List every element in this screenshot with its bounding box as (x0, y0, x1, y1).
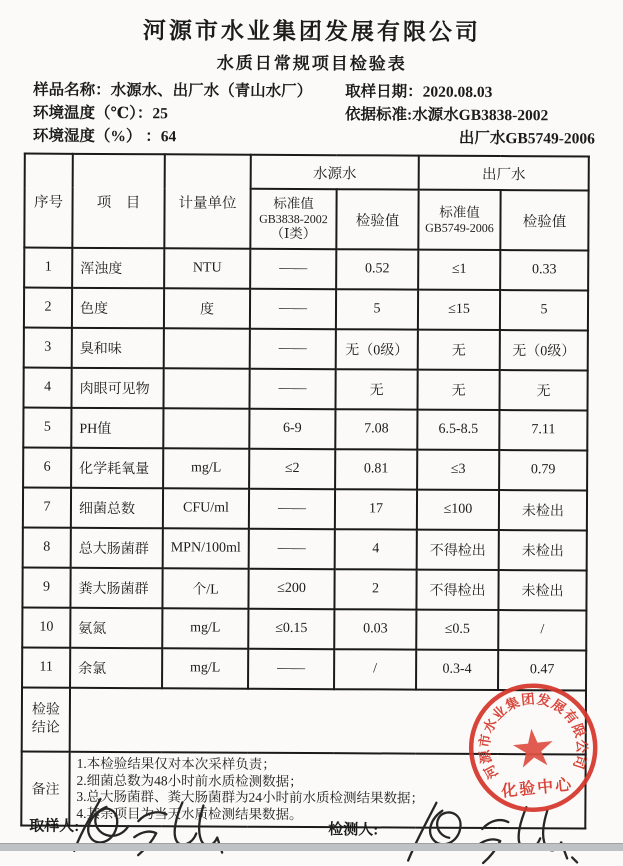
sampling-date-label: 取样日期： (345, 83, 423, 101)
meta-row-1 (33, 79, 595, 105)
cell-outlet-value: 0.33 (500, 250, 588, 290)
tester-label: 检测人: (328, 822, 379, 839)
cell-unit: 个/L (162, 568, 248, 608)
cell-source-value: 0.81 (335, 449, 417, 489)
cell-item: 氨氮 (70, 608, 162, 648)
sample-name (33, 79, 345, 104)
sampler-label: 取样人: (29, 818, 80, 835)
cell-source-value: 2 (334, 569, 416, 609)
cell-outlet-standard: 无 (418, 330, 500, 370)
cell-no: 3 (24, 328, 72, 368)
cell-source-value: 7.08 (335, 409, 417, 449)
col-group-source-water: 水源水 (251, 155, 419, 190)
cell-source-value: 无（0级） (336, 329, 418, 369)
cell-item: 色度 (72, 288, 164, 328)
cell-source-standard: —— (249, 529, 335, 569)
cell-source-value: 4 (335, 529, 417, 569)
cell-source-standard: ≤2 (249, 449, 335, 489)
cell-outlet-standard: ≤15 (418, 290, 500, 330)
cell-unit: 度 (164, 288, 250, 328)
standard-source (345, 103, 548, 127)
form-title: 水质日常规项目检验表 (216, 53, 407, 75)
sampling-date-value: 2020.08.03 (422, 83, 493, 102)
table-row (23, 408, 587, 451)
env-humidity-label: 环境湿度（%） ： (32, 127, 161, 146)
scan-edge-bar (0, 843, 623, 851)
cell-unit: NTU (164, 248, 250, 288)
remark-line-1: 1.本检验结果仅对本次采样负责； (76, 755, 276, 772)
seal-arc-text: 河源市水业集团发展有限公司 (476, 691, 590, 782)
cell-outlet-standard: 无 (417, 370, 499, 410)
cell-item: 臭和味 (72, 328, 164, 368)
conclusion-label-line2: 结论 (31, 720, 60, 736)
cell-no: 7 (23, 488, 71, 528)
cell-source-standard: ≤200 (248, 569, 334, 609)
cell-item: 粪大肠菌群 (70, 568, 162, 608)
col-group-outlet-water: 出厂水 (419, 156, 589, 191)
cell-item: 总大肠菌群 (71, 528, 163, 568)
sampling-date (345, 80, 492, 104)
cell-no: 5 (23, 408, 71, 448)
col-header-source-value: 检验值 (336, 189, 418, 249)
cell-outlet-standard: ≤3 (417, 450, 499, 490)
remark-line-2: 2.细菌总数为48小时前水质检测数据； (76, 772, 303, 789)
table-row (24, 288, 588, 331)
cell-unit (163, 408, 249, 448)
cell-source-standard: —— (250, 289, 336, 329)
conclusion-label (22, 688, 70, 752)
cell-source-value: 无 (335, 369, 417, 409)
cell-no: 4 (23, 368, 71, 408)
cell-source-standard: —— (250, 329, 336, 369)
cell-outlet-standard: 0.3-4 (416, 650, 498, 690)
outlet-standard-line1: 标准值 (439, 204, 480, 220)
company-seal (456, 671, 610, 825)
remark-line-4: 4.其余项目为当天水质检测结果数据。 (76, 805, 303, 822)
table-row (23, 368, 587, 411)
cell-outlet-value: 未检出 (499, 530, 587, 570)
meta-section (33, 79, 595, 151)
remarks-label: 备注 (21, 752, 69, 826)
cell-no: 9 (22, 568, 70, 608)
source-standard-line3: （Ⅰ类） (270, 225, 317, 242)
cell-item: PH值 (71, 408, 163, 448)
cell-no: 8 (23, 528, 71, 568)
cell-outlet-value: 未检出 (499, 490, 587, 530)
source-standard-line1: 标准值 (273, 195, 314, 212)
sample-name-label: 样品名称： (33, 81, 111, 100)
cell-item: 肉眼可见物 (71, 368, 163, 408)
meta-row-3 (33, 125, 595, 151)
cell-unit: mg/L (162, 648, 248, 688)
star-icon: ★ (507, 719, 560, 781)
cell-source-standard: —— (249, 369, 335, 409)
table-row (24, 328, 588, 371)
table-row (23, 528, 587, 571)
table-row (23, 448, 587, 491)
col-header-unit: 计量单位 (164, 154, 250, 248)
outlet-standard-line2: GB5749-2006 (425, 220, 494, 236)
cell-unit (164, 328, 250, 368)
cell-source-value: 0.52 (336, 249, 418, 289)
cell-source-value: 17 (335, 489, 417, 529)
cell-outlet-standard: 不得检出 (416, 570, 498, 610)
cell-no: 2 (24, 288, 72, 328)
cell-item: 余氯 (70, 648, 162, 688)
cell-item: 化学耗氧量 (71, 448, 163, 488)
conclusion-label-line1: 检验 (31, 702, 60, 718)
header-group-row (25, 154, 589, 191)
cell-source-standard: —— (250, 249, 336, 289)
col-header-item: 项 目 (72, 154, 164, 248)
cell-item: 细菌总数 (71, 488, 163, 528)
cell-source-value: / (334, 649, 416, 689)
cell-source-standard: ≤0.15 (248, 609, 334, 649)
cell-outlet-value: 未检出 (498, 570, 586, 610)
remark-line-3: 3.总大肠菌群、粪大肠菌群为24小时前水质检测结果数据； (76, 788, 425, 806)
cell-source-standard: —— (248, 649, 334, 689)
cell-no: 11 (22, 648, 70, 688)
col-header-source-standard (250, 189, 336, 249)
sample-name-value: 水源水、出厂水（青山水厂） (110, 82, 313, 101)
standard-source-value: 水源水GB3838-2002 (412, 106, 549, 125)
standard-label: 依据标准: (344, 106, 413, 124)
cell-outlet-standard: ≤0.5 (416, 610, 498, 650)
cell-source-value: 0.03 (334, 609, 416, 649)
results-tbody (22, 248, 588, 691)
seal-center-text: 化验中心 (500, 774, 574, 801)
cell-unit: CFU/ml (163, 488, 249, 528)
env-temperature-value: 25 (152, 105, 168, 123)
table-row (22, 608, 586, 651)
cell-source-standard: —— (249, 489, 335, 529)
cell-unit: MPN/100ml (163, 528, 249, 568)
cell-no: 6 (23, 448, 71, 488)
cell-outlet-value: 0.79 (499, 450, 587, 490)
meta-row-2 (33, 102, 595, 128)
cell-outlet-value: 0.47 (498, 650, 586, 690)
cell-no: 1 (24, 248, 72, 288)
table-row (24, 248, 588, 291)
col-header-outlet-value: 检验值 (500, 190, 588, 250)
cell-outlet-standard: ≤1 (418, 250, 500, 290)
cell-outlet-value: 5 (500, 290, 588, 330)
env-humidity (33, 125, 345, 150)
cell-outlet-value: / (498, 610, 586, 650)
cell-outlet-standard: 6.5-8.5 (417, 410, 499, 450)
cell-source-standard: 6-9 (249, 409, 335, 449)
cell-outlet-standard: ≤100 (417, 490, 499, 530)
standard-outlet: 出厂水GB5749-2006 (458, 129, 595, 148)
table-row (22, 568, 586, 611)
cell-unit: mg/L (163, 448, 249, 488)
cell-item: 浑浊度 (72, 248, 164, 288)
env-temperature-label: 环境温度（℃）： (32, 104, 153, 123)
cell-outlet-standard: 不得检出 (417, 530, 499, 570)
source-standard-line2: GB3838-2002 (259, 211, 328, 227)
col-header-no: 序号 (24, 154, 72, 248)
cell-no: 10 (22, 608, 70, 648)
company-title: 河源市水业集团发展有限公司 (142, 18, 482, 46)
cell-outlet-value: 7.11 (499, 410, 587, 450)
col-header-outlet-standard (418, 190, 500, 250)
env-humidity-value: 64 (160, 128, 177, 146)
cell-unit: mg/L (162, 608, 248, 648)
cell-unit (163, 368, 249, 408)
cell-outlet-value: 无（0级） (500, 330, 588, 370)
env-temperature (33, 102, 345, 127)
table-row (23, 488, 587, 531)
cell-source-value: 5 (336, 289, 418, 329)
cell-outlet-value: 无 (499, 370, 587, 410)
